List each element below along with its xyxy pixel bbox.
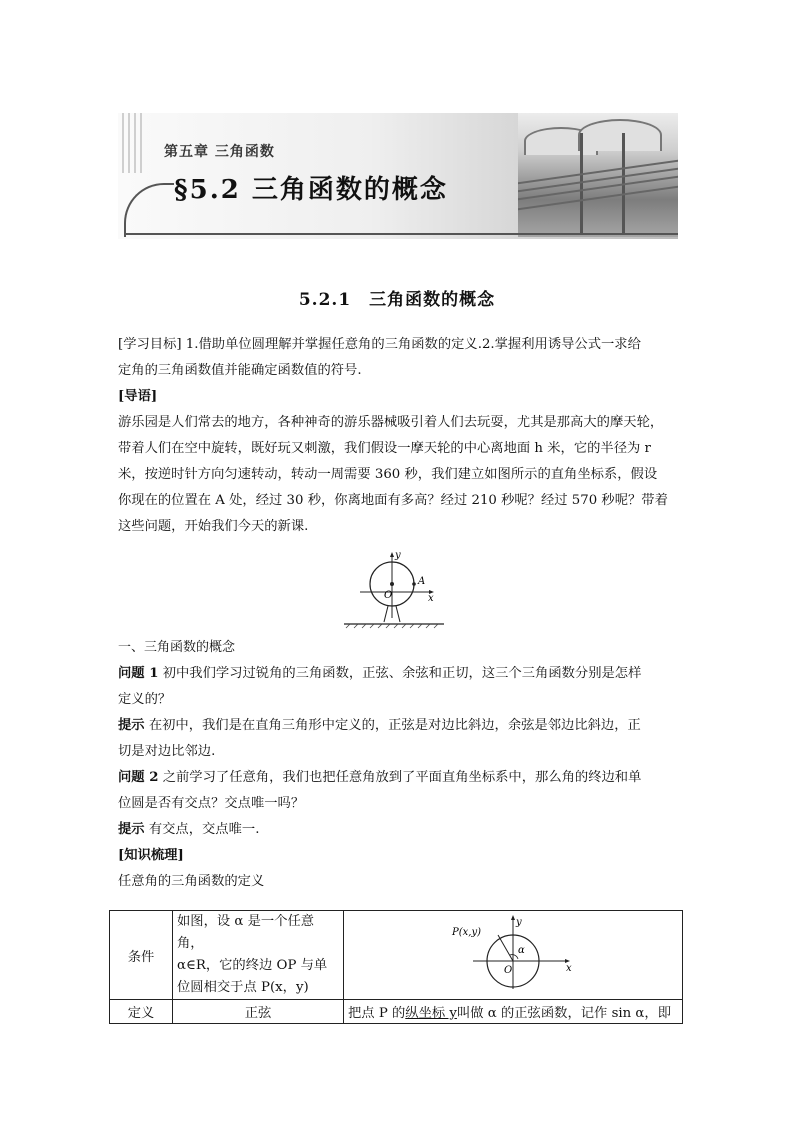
table-cell-figure <box>344 911 683 1000</box>
question-text: 定义的？ <box>118 692 172 707</box>
sine-def-text: 叫做 α 的正弦函数，记作 sin α，即 <box>456 1006 672 1021</box>
hint-label: 提示 <box>118 822 145 837</box>
sine-def-underlined: 纵坐标 y <box>405 1006 457 1021</box>
knowledge-label: [知识梳理] <box>118 848 184 863</box>
chapter-label: 第五章 三角函数 <box>164 144 275 160</box>
chapter-banner <box>118 113 678 243</box>
question-label: 问题 2 <box>118 770 159 785</box>
table-cell-definition: 定义 <box>110 1000 173 1024</box>
origin-label: O <box>384 590 393 601</box>
table-cell-sine-def <box>344 1000 683 1024</box>
intro-line: 这些问题，开始我们今天的新课. <box>118 519 309 534</box>
intro-line: 米，按逆时针方向匀速转动，转动一周需要 360 秒，我们建立如图所示的直角坐标系，假设 <box>118 467 658 482</box>
intro-line: 你现在的位置在 A 处，经过 30 秒，你离地面有多高？经过 210 秒呢？经过 570 秒呢？带着 <box>118 493 668 508</box>
y-axis-label: y <box>516 917 522 928</box>
objectives-line: 1.借助单位圆理解并掌握任意角的三角函数的定义.2.掌握利用诱导公式一求给 <box>181 337 641 352</box>
knowledge-subtitle: 任意角的三角函数的定义 <box>118 874 265 889</box>
hint-label: 提示 <box>118 718 145 733</box>
stadium-photo <box>518 113 678 237</box>
ferris-wheel-figure <box>340 550 450 630</box>
y-axis-label: y <box>395 550 401 561</box>
learning-objectives <box>118 332 678 540</box>
point-a-label: A <box>418 576 426 587</box>
question-text: 初中我们学习过锐角的三角函数，正弦、余弦和正切，这三个三角函数分别是怎样 <box>158 666 642 681</box>
objectives-label: [学习目标] <box>118 337 182 352</box>
question-text: 位圆是否有交点？交点唯一吗？ <box>118 796 305 811</box>
question-label: 问题 1 <box>118 666 159 681</box>
objectives-line: 定角的三角函数值并能确定函数值的符号. <box>118 363 362 378</box>
part-heading: 一、三角函数的概念 <box>118 640 236 655</box>
section-banner-title: §5.2 三角函数的概念 <box>174 175 448 205</box>
x-axis-label: x <box>566 963 572 974</box>
hint-text: 在初中，我们是在直角三角形中定义的，正弦是对边比斜边，余弦是邻边比斜边，正 <box>144 718 641 733</box>
question-text: 之前学习了任意角，我们也把任意角放到了平面直角坐标系中，那么角的终边和单 <box>158 770 642 785</box>
banner-decoration <box>118 113 158 173</box>
part-one <box>118 635 678 895</box>
sine-def-text: 把点 P 的 <box>348 1006 406 1021</box>
terminal-side <box>498 935 513 961</box>
x-axis-label: x <box>428 593 434 604</box>
intro-line: 带着人们在空中旋转，既好玩又刺激，我们假设一摩天轮的中心离地面 h 米，它的半径为 r <box>118 441 651 456</box>
table-cell-condition: 条件 <box>110 911 173 1000</box>
hint-text: 有交点，交点唯一. <box>144 822 260 837</box>
banner-underline <box>124 233 678 235</box>
origin-label: O <box>504 965 513 976</box>
intro-label: [导语] <box>118 389 158 404</box>
hint-text: 切是对边比邻边. <box>118 744 216 759</box>
condition-line: α∈R，它的终边 OP 与单 <box>177 958 328 973</box>
alpha-label: α <box>518 945 525 956</box>
point-a <box>412 582 416 586</box>
unit-circle-figure <box>438 913 588 993</box>
point-p-label: P(x,y) <box>452 927 481 938</box>
intro-line: 游乐园是人们常去的地方，各种神奇的游乐器械吸引着人们去玩耍，尤其是那高大的摩天轮， <box>118 415 664 430</box>
condition-line: 如图，设 α 是一个任意角， <box>177 914 315 951</box>
table-cell-condition-desc <box>173 911 344 1000</box>
subsection-title: 5.2.1 三角函数的概念 <box>298 290 496 310</box>
condition-line: 位圆相交于点 P(x，y) <box>177 980 309 995</box>
definition-table <box>109 910 683 1024</box>
table-cell-sine: 正弦 <box>173 1000 344 1024</box>
